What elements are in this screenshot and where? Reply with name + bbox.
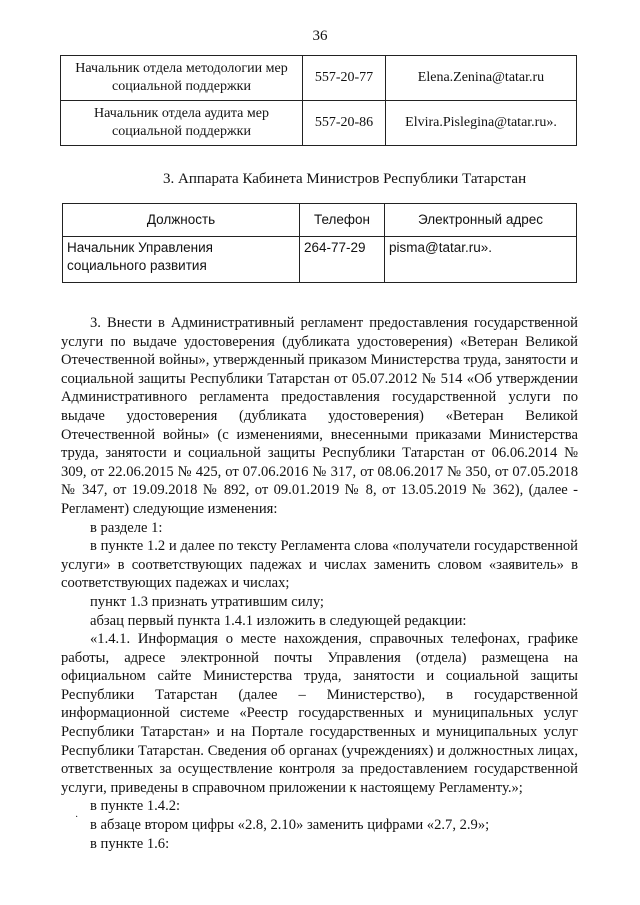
paragraph: 3. Внести в Административный регламент предоставления государственной услуги по выдаче удостоверения (дубликата удостоверения) «Ветеран Великой Отечественной войны», утвержденный приказом Министерства труда, занятости и социальной защиты Республики Татарстан от 05.07.2012 № 514 «Об утверждении Административного регламента предоставления государственной услуги по выдаче удостоверения (дубликата удостоверения) «Ветеран Великой Отечественной войны» (с изменениями, внесенными приказами Министерства труда, занятости и социальной защиты Республики Татарстан от 06.06.2014 № 309, от 22.06.2015 № 425, от 07.06.2016 № 317, от 08.06.2017 № 350, от 07.05.2018 № 347, от 19.09.2018 № 892, от 09.01.2019 № 8, от 13.05.2019 № 362), (далее - Регламент) следующие изменения: [61,315,578,517]
header-email: Электронный адрес [385,204,577,237]
table-row [63,237,577,283]
paragraph: абзац первый пункта 1.4.1 изложить в следующей редакции: [90,612,467,629]
header-position: Должность [63,204,300,237]
paragraph: в абзаце втором цифры «2.8, 2.10» заменить цифрами «2.7, 2.9»; [90,817,490,834]
email-cell: Elvira.Pislegina@tatar.ru». [386,101,577,146]
phone-cell: 557-20-77 [303,56,386,101]
page-number: 36 [312,28,328,44]
phone-cell: 557-20-86 [303,101,386,146]
document-body [61,314,578,853]
position-cell: Начальник отдела аудита мер социальной поддержки [61,101,303,146]
paragraph: в разделе 1: [90,519,163,536]
paragraph: в пункте 1.6: [90,835,170,852]
table-row [61,101,577,146]
phone-cell: 264-77-29 [300,237,385,283]
paragraph: пункт 1.3 признать утратившим силу; [90,593,324,610]
contacts-table-top [60,55,577,146]
section-title: 3. Аппарата Кабинета Министров Республики Татарстан [163,171,527,187]
table-row [61,56,577,101]
email-cell: pisma@tatar.ru». [385,237,577,283]
paragraph: в пункте 1.2 и далее по тексту Регламента слова «получатели государственной услуги» в соответствующих падежах и числах заменить словом «заявитель» в соответствующих падежах и числах; [61,538,578,592]
table-header-row [63,204,577,237]
position-cell: Начальник Управления социального развития [63,237,300,283]
paragraph: «1.4.1. Информация о месте нахождения, справочных телефонах, графике работы, адресе электронной почты Управления (отдела) размещена на официальном сайте Министерства труда, занятости и социальной защиты Республики Татарстан (далее – Министерство), в государственной информационной системе «Реестр государственных и муниципальных услуг Республики Татарстан» и на Портале государственных и муниципальных услуг Республики Татарстан. Сведения об органах (учреждениях) и должностных лицах, ответственных за осуществление контроля за предоставлением государственной услуги, приведены в справочном приложении к настоящему Регламенту.»; [61,631,578,796]
email-cell: Elena.Zenina@tatar.ru [386,56,577,101]
scan-mark: · [75,812,79,823]
paragraph: в пункте 1.4.2: [90,798,181,815]
position-cell: Начальник отдела методологии мер социальной поддержки [61,56,303,101]
contacts-table-cabinet [62,203,577,283]
header-phone: Телефон [300,204,385,237]
